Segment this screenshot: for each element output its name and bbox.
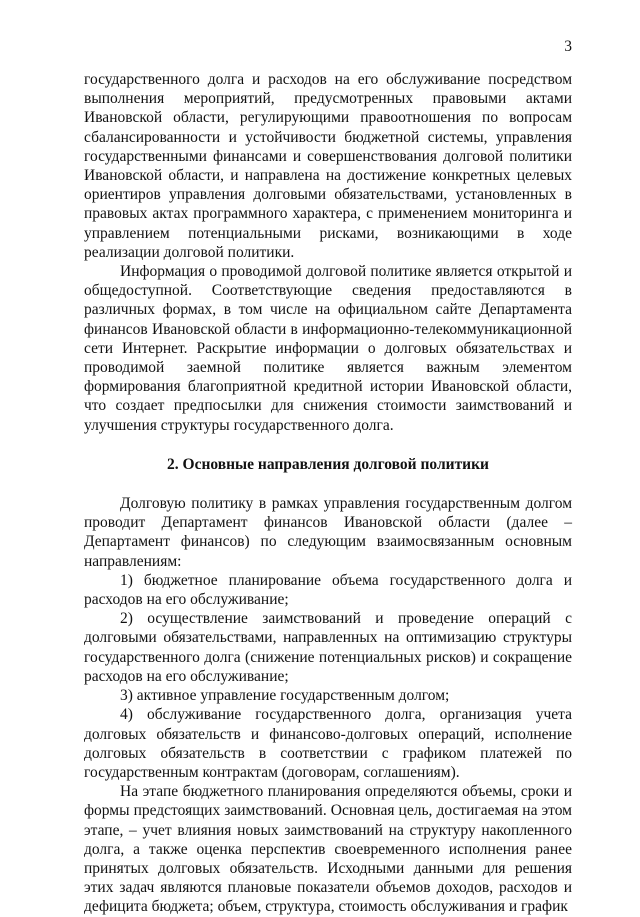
paragraph-intro-continuation: государственного долга и расходов на его обслуживание посредством выполнения мероприятий, предусмотренных правовыми актами Ивановской области, регулирующими правоотношения по вопросам сбалансированности и устойчивости бюджетной системы, управления государственными финансами и совершенствования долговой политики Ивановской области, и направлена на достижение конкретных целевых ориентиров управления долговыми обязательствами, установленных в правовых актах программного характера, с применением мониторинга и управлением потенциальными рисками, возникающими в ходе реализации долговой политики. — [84, 71, 572, 261]
section-heading: 2. Основные направления долговой политики — [167, 455, 489, 473]
document-body — [84, 70, 572, 917]
list-item-4: 4) обслуживание государственного долга, организация учета долговых обязательств и финансово-долговых операций, исполнение долговых обязательств в соответствии с графиком платежей по государственным контрактам (договорам, соглашениям). — [84, 706, 572, 781]
list-item-3: 3) активное управление государственным долгом; — [120, 687, 450, 705]
list-item-2: 2) осуществление заимствований и проведение операций с долговыми обязательствами, направленных на оптимизацию структуры государственного долга (снижение потенциальных рисков) и сокращение расходов на его обслуживание; — [84, 610, 572, 685]
list-item-1: 1) бюджетное планирование объема государственного долга и расходов на его обслуживание; — [84, 571, 572, 609]
paragraph-budget-planning: На этапе бюджетного планирования определяются объемы, сроки и формы предстоящих заимствований. Основная цель, достигаемая на этом этапе, – учет влияния новых заимствований на структуру накопленного долга, а также оценка перспектив своевременного исполнения ранее принятых долговых обязательств. Исходными данными для решения этих задач являются плановые показатели объемов доходов, расходов и дефицита бюджета; объем, структура, стоимость обслуживания и график — [84, 783, 572, 916]
page-number: 3 — [564, 38, 572, 55]
paragraph-information-openness: Информация о проводимой долговой политике является открытой и общедоступной. Соответствующие сведения предоставляются в различных формах, в том числе на официальном сайте Департамента финансов Ивановской области в информационно-телекоммуникационной сети Интернет. Раскрытие информации о долговых обязательствах и проводимой заемной политике является важным элементом формирования благоприятной кредитной истории Ивановской области, что создает предпосылки для снижения стоимости заимствований и улучшения структуры государственного долга. — [84, 263, 572, 434]
paragraph-debt-policy-directions: Долговую политику в рамках управления государственным долгом проводит Департамент финансов Ивановской области (далее – Департамент финансов) по следующим взаимосвязанным основным направлениям: — [84, 495, 572, 570]
